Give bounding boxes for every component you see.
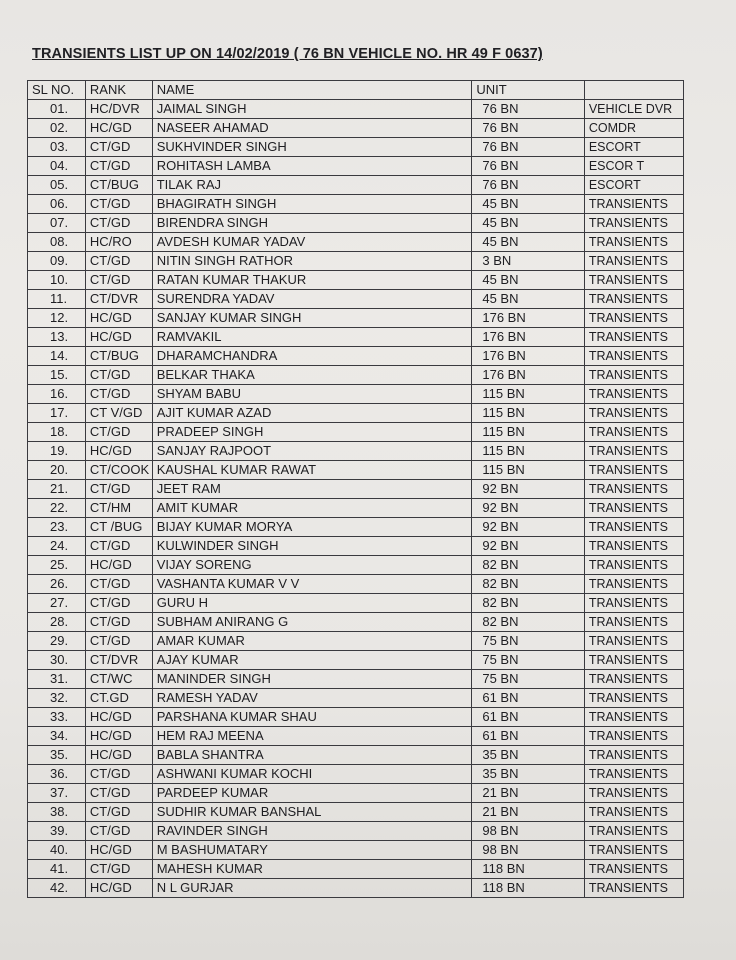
rank-cell: HC/GD [85,328,152,347]
table-row [28,784,684,803]
rank-cell: HC/GD [85,442,152,461]
header-rank: RANK [85,81,152,100]
sl-cell: 02. [28,119,86,138]
name-cell: AJIT KUMAR AZAD [152,404,472,423]
name-cell: SANJAY KUMAR SINGH [152,309,472,328]
sl-cell: 20. [28,461,86,480]
sl-cell: 33. [28,708,86,727]
name-cell: MAHESH KUMAR [152,860,472,879]
rank-cell: CT/GD [85,385,152,404]
name-cell: SURENDRA YADAV [152,290,472,309]
unit-cell: 76 BN [472,176,584,195]
remarks-cell: TRANSIENTS [584,651,683,670]
remarks-cell: TRANSIENTS [584,689,683,708]
name-cell: NITIN SINGH RATHOR [152,252,472,271]
unit-cell: 176 BN [472,366,584,385]
remarks-cell: TRANSIENTS [584,632,683,651]
unit-cell: 92 BN [472,518,584,537]
remarks-cell: TRANSIENTS [584,309,683,328]
unit-cell: 45 BN [472,233,584,252]
rank-cell: CT/GD [85,195,152,214]
unit-cell: 45 BN [472,290,584,309]
rank-cell: HC/GD [85,727,152,746]
table-row [28,290,684,309]
sl-cell: 42. [28,879,86,898]
unit-cell: 45 BN [472,195,584,214]
table-row [28,632,684,651]
rank-cell: HC/GD [85,556,152,575]
remarks-cell: TRANSIENTS [584,214,683,233]
name-cell: DHARAMCHANDRA [152,347,472,366]
rank-cell: HC/GD [85,841,152,860]
table-row [28,841,684,860]
table-row [28,119,684,138]
table-row [28,176,684,195]
rank-cell: HC/GD [85,746,152,765]
sl-cell: 27. [28,594,86,613]
table-row [28,100,684,119]
name-cell: HEM RAJ MEENA [152,727,472,746]
sl-cell: 30. [28,651,86,670]
table-row [28,461,684,480]
unit-cell: 3 BN [472,252,584,271]
rank-cell: CT/GD [85,594,152,613]
name-cell: N L GURJAR [152,879,472,898]
table-row [28,347,684,366]
unit-cell: 35 BN [472,765,584,784]
unit-cell: 176 BN [472,328,584,347]
sl-cell: 29. [28,632,86,651]
rank-cell: HC/GD [85,309,152,328]
rank-cell: CT/GD [85,803,152,822]
unit-cell: 76 BN [472,157,584,176]
remarks-cell: TRANSIENTS [584,328,683,347]
remarks-cell: TRANSIENTS [584,613,683,632]
name-cell: KAUSHAL KUMAR RAWAT [152,461,472,480]
remarks-cell: TRANSIENTS [584,803,683,822]
name-cell: AJAY KUMAR [152,651,472,670]
table-row [28,765,684,784]
rank-cell: CT/GD [85,765,152,784]
remarks-cell: TRANSIENTS [584,347,683,366]
table-row [28,556,684,575]
table-row [28,423,684,442]
rank-cell: CT/WC [85,670,152,689]
sl-cell: 41. [28,860,86,879]
remarks-cell: ESCOR T [584,157,683,176]
unit-cell: 21 BN [472,784,584,803]
name-cell: BELKAR THAKA [152,366,472,385]
sl-cell: 12. [28,309,86,328]
sl-cell: 14. [28,347,86,366]
unit-cell: 115 BN [472,423,584,442]
sl-cell: 34. [28,727,86,746]
unit-cell: 98 BN [472,822,584,841]
sl-cell: 15. [28,366,86,385]
table-row [28,746,684,765]
table-header-row [28,81,684,100]
unit-cell: 92 BN [472,499,584,518]
table-row [28,803,684,822]
unit-cell: 61 BN [472,689,584,708]
name-cell: RAMESH YADAV [152,689,472,708]
unit-cell: 61 BN [472,727,584,746]
sl-cell: 03. [28,138,86,157]
remarks-cell: VEHICLE DVR [584,100,683,119]
unit-cell: 35 BN [472,746,584,765]
rank-cell: CT/GD [85,423,152,442]
name-cell: TILAK RAJ [152,176,472,195]
name-cell: VASHANTA KUMAR V V [152,575,472,594]
unit-cell: 75 BN [472,632,584,651]
remarks-cell: TRANSIENTS [584,404,683,423]
sl-cell: 23. [28,518,86,537]
unit-cell: 115 BN [472,442,584,461]
table-row [28,366,684,385]
name-cell: VIJAY SORENG [152,556,472,575]
sl-cell: 01. [28,100,86,119]
remarks-cell: TRANSIENTS [584,233,683,252]
rank-cell: HC/DVR [85,100,152,119]
remarks-cell: TRANSIENTS [584,765,683,784]
unit-cell: 115 BN [472,461,584,480]
sl-cell: 39. [28,822,86,841]
table-row [28,537,684,556]
name-cell: PRADEEP SINGH [152,423,472,442]
remarks-cell: TRANSIENTS [584,879,683,898]
name-cell: SUKHVINDER SINGH [152,138,472,157]
table-row [28,157,684,176]
table-row [28,252,684,271]
unit-cell: 21 BN [472,803,584,822]
name-cell: JEET RAM [152,480,472,499]
table-row [28,138,684,157]
sl-cell: 09. [28,252,86,271]
sl-cell: 13. [28,328,86,347]
unit-cell: 61 BN [472,708,584,727]
unit-cell: 45 BN [472,271,584,290]
unit-cell: 115 BN [472,385,584,404]
table-row [28,689,684,708]
table-row [28,651,684,670]
remarks-cell: TRANSIENTS [584,366,683,385]
rank-cell: CT/HM [85,499,152,518]
unit-cell: 75 BN [472,651,584,670]
sl-cell: 37. [28,784,86,803]
unit-cell: 45 BN [472,214,584,233]
name-cell: M BASHUMATARY [152,841,472,860]
sl-cell: 31. [28,670,86,689]
rank-cell: CT/GD [85,366,152,385]
name-cell: RAVINDER SINGH [152,822,472,841]
rank-cell: CT.GD [85,689,152,708]
name-cell: SHYAM BABU [152,385,472,404]
name-cell: PARSHANA KUMAR SHAU [152,708,472,727]
table-row [28,727,684,746]
sl-cell: 32. [28,689,86,708]
remarks-cell: TRANSIENTS [584,708,683,727]
table-row [28,575,684,594]
rank-cell: CT/GD [85,271,152,290]
unit-cell: 76 BN [472,138,584,157]
rank-cell: CT/GD [85,784,152,803]
sl-cell: 10. [28,271,86,290]
remarks-cell: TRANSIENTS [584,784,683,803]
table-row [28,708,684,727]
rank-cell: HC/GD [85,879,152,898]
name-cell: KULWINDER SINGH [152,537,472,556]
rank-cell: CT/GD [85,632,152,651]
remarks-cell: TRANSIENTS [584,727,683,746]
table-row [28,195,684,214]
unit-cell: 92 BN [472,537,584,556]
rank-cell: CT V/GD [85,404,152,423]
remarks-cell: TRANSIENTS [584,423,683,442]
sl-cell: 06. [28,195,86,214]
name-cell: BIJAY KUMAR MORYA [152,518,472,537]
name-cell: BHAGIRATH SINGH [152,195,472,214]
header-remarks [584,81,683,100]
sl-cell: 28. [28,613,86,632]
table-row [28,442,684,461]
remarks-cell: TRANSIENTS [584,518,683,537]
name-cell: RATAN KUMAR THAKUR [152,271,472,290]
name-cell: PARDEEP KUMAR [152,784,472,803]
remarks-cell: TRANSIENTS [584,537,683,556]
sl-cell: 17. [28,404,86,423]
sl-cell: 21. [28,480,86,499]
table-row [28,499,684,518]
unit-cell: 118 BN [472,879,584,898]
name-cell: BABLA SHANTRA [152,746,472,765]
name-cell: AMIT KUMAR [152,499,472,518]
table-row [28,309,684,328]
unit-cell: 176 BN [472,347,584,366]
remarks-cell: TRANSIENTS [584,290,683,309]
remarks-cell: TRANSIENTS [584,499,683,518]
remarks-cell: TRANSIENTS [584,670,683,689]
name-cell: JAIMAL SINGH [152,100,472,119]
rank-cell: CT/BUG [85,347,152,366]
unit-cell: 76 BN [472,119,584,138]
name-cell: SUDHIR KUMAR BANSHAL [152,803,472,822]
header-unit: UNIT [472,81,584,100]
rank-cell: CT/GD [85,480,152,499]
table-row [28,214,684,233]
rank-cell: CT/GD [85,252,152,271]
remarks-cell: TRANSIENTS [584,461,683,480]
document-title: TRANSIENTS LIST UP ON 14/02/2019 ( 76 BN VEHICLE NO. HR 49 F 0637) [32,46,543,62]
unit-cell: 82 BN [472,613,584,632]
rank-cell: CT/GD [85,138,152,157]
table-body [28,100,684,898]
sl-cell: 08. [28,233,86,252]
name-cell: GURU H [152,594,472,613]
rank-cell: HC/GD [85,708,152,727]
remarks-cell: TRANSIENTS [584,442,683,461]
rank-cell: CT/GD [85,613,152,632]
rank-cell: CT/GD [85,157,152,176]
remarks-cell: TRANSIENTS [584,860,683,879]
header-sl-no: SL NO. [28,81,86,100]
rank-cell: CT/DVR [85,651,152,670]
table-row [28,594,684,613]
remarks-cell: TRANSIENTS [584,252,683,271]
remarks-cell: TRANSIENTS [584,746,683,765]
name-cell: RAMVAKIL [152,328,472,347]
rank-cell: HC/RO [85,233,152,252]
name-cell: SUBHAM ANIRANG G [152,613,472,632]
unit-cell: 92 BN [472,480,584,499]
header-name: NAME [152,81,472,100]
table-row [28,613,684,632]
sl-cell: 38. [28,803,86,822]
sl-cell: 25. [28,556,86,575]
sl-cell: 16. [28,385,86,404]
name-cell: MANINDER SINGH [152,670,472,689]
name-cell: ROHITASH LAMBA [152,157,472,176]
transients-table [27,80,684,898]
rank-cell: HC/GD [85,119,152,138]
name-cell: AVDESH KUMAR YADAV [152,233,472,252]
sl-cell: 07. [28,214,86,233]
rank-cell: CT/GD [85,214,152,233]
table-row [28,480,684,499]
sl-cell: 11. [28,290,86,309]
name-cell: SANJAY RAJPOOT [152,442,472,461]
table-row [28,879,684,898]
table-row [28,271,684,290]
table-row [28,328,684,347]
name-cell: AMAR KUMAR [152,632,472,651]
remarks-cell: TRANSIENTS [584,822,683,841]
sl-cell: 26. [28,575,86,594]
rank-cell: CT/GD [85,860,152,879]
table-row [28,860,684,879]
rank-cell: CT/GD [85,537,152,556]
remarks-cell: ESCORT [584,176,683,195]
sl-cell: 24. [28,537,86,556]
remarks-cell: TRANSIENTS [584,480,683,499]
rank-cell: CT/GD [85,822,152,841]
sl-cell: 19. [28,442,86,461]
unit-cell: 82 BN [472,575,584,594]
sl-cell: 05. [28,176,86,195]
name-cell: NASEER AHAMAD [152,119,472,138]
sl-cell: 18. [28,423,86,442]
unit-cell: 98 BN [472,841,584,860]
sl-cell: 04. [28,157,86,176]
remarks-cell: ESCORT [584,138,683,157]
rank-cell: CT/COOK [85,461,152,480]
unit-cell: 82 BN [472,556,584,575]
remarks-cell: COMDR [584,119,683,138]
remarks-cell: TRANSIENTS [584,575,683,594]
sl-cell: 40. [28,841,86,860]
sl-cell: 36. [28,765,86,784]
unit-cell: 75 BN [472,670,584,689]
name-cell: ASHWANI KUMAR KOCHI [152,765,472,784]
remarks-cell: TRANSIENTS [584,841,683,860]
remarks-cell: TRANSIENTS [584,385,683,404]
unit-cell: 76 BN [472,100,584,119]
remarks-cell: TRANSIENTS [584,271,683,290]
rank-cell: CT /BUG [85,518,152,537]
sl-cell: 35. [28,746,86,765]
table-row [28,233,684,252]
table-row [28,822,684,841]
rank-cell: CT/DVR [85,290,152,309]
unit-cell: 115 BN [472,404,584,423]
sl-cell: 22. [28,499,86,518]
rank-cell: CT/GD [85,575,152,594]
unit-cell: 82 BN [472,594,584,613]
remarks-cell: TRANSIENTS [584,594,683,613]
table-row [28,518,684,537]
unit-cell: 118 BN [472,860,584,879]
remarks-cell: TRANSIENTS [584,195,683,214]
remarks-cell: TRANSIENTS [584,556,683,575]
unit-cell: 176 BN [472,309,584,328]
name-cell: BIRENDRA SINGH [152,214,472,233]
rank-cell: CT/BUG [85,176,152,195]
table-row [28,670,684,689]
table-row [28,385,684,404]
table-row [28,404,684,423]
